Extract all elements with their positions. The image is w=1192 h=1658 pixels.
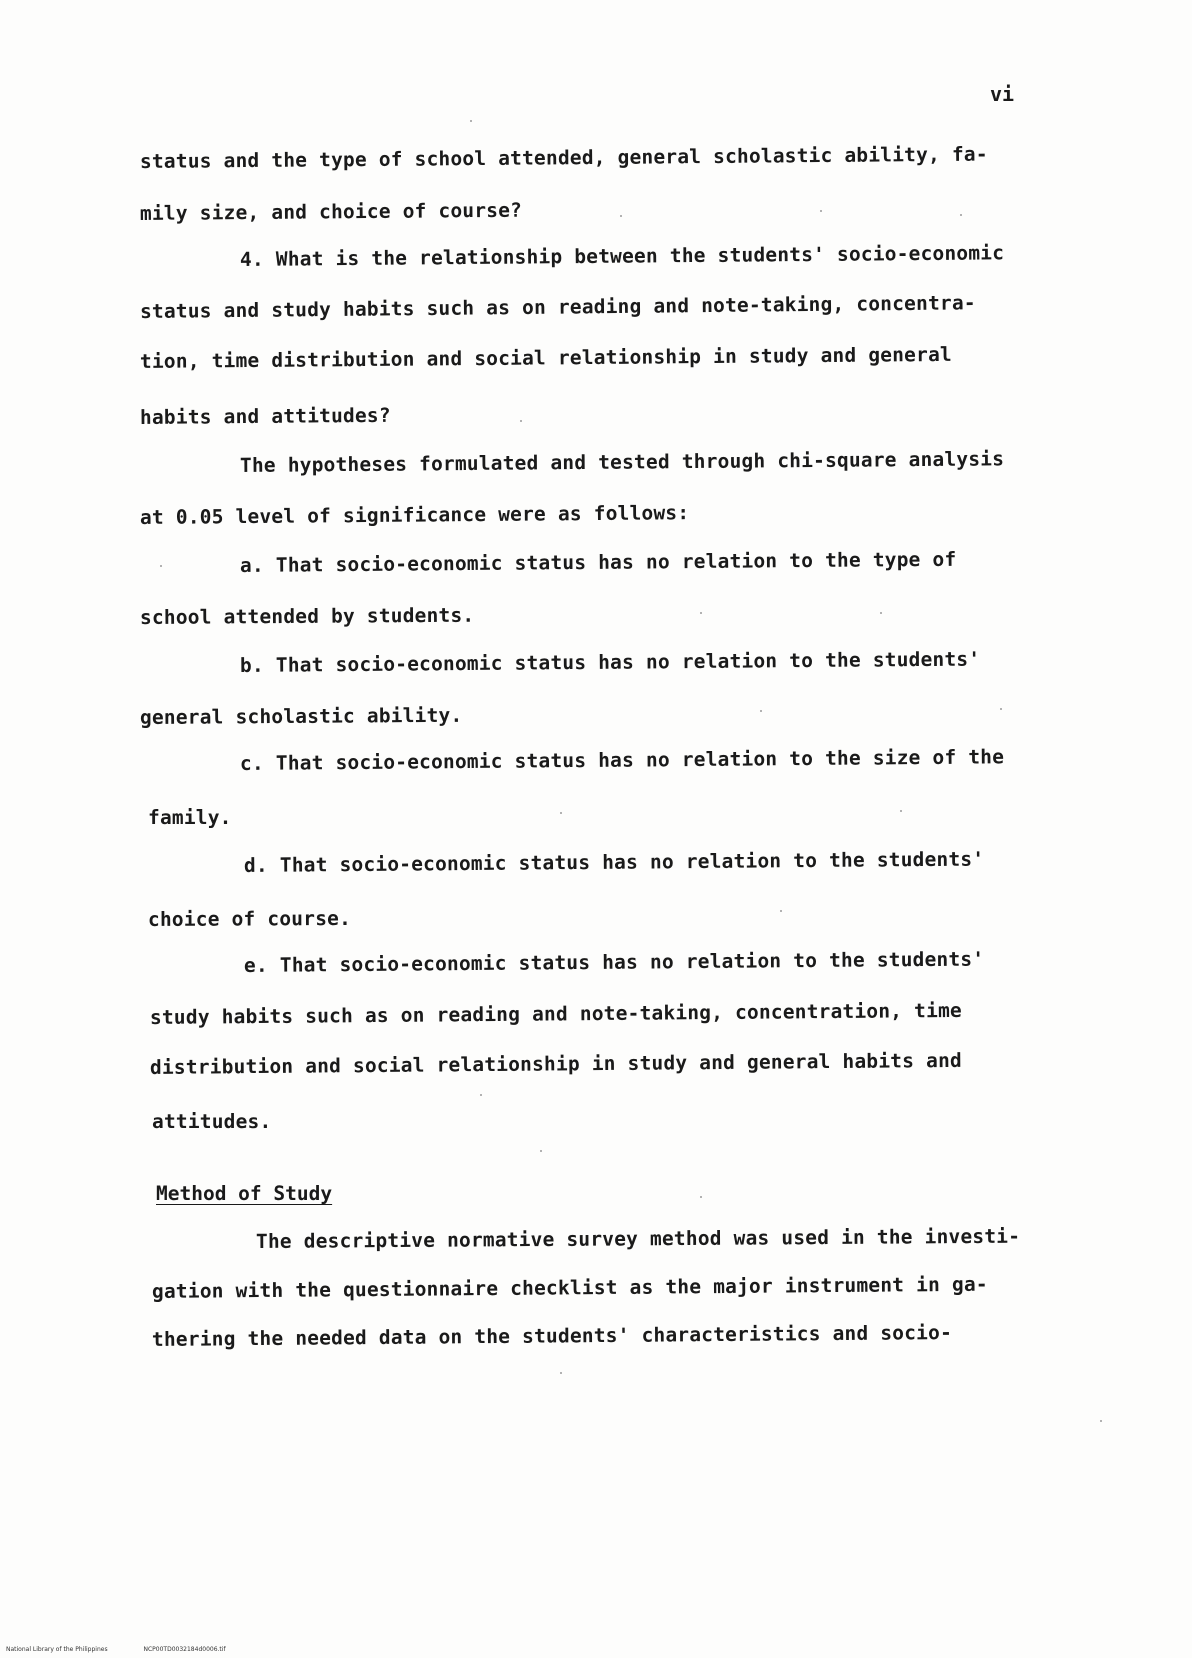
hypothesis-a: a. That socio-economic status has no relation to the type of bbox=[239, 547, 957, 577]
hypothesis-b: b. That socio-economic status has no relation to the students' bbox=[239, 647, 981, 677]
page-number: vi bbox=[990, 82, 1015, 106]
scan-speck bbox=[760, 710, 762, 712]
scan-speck bbox=[560, 812, 562, 814]
body-line: study habits such as on reading and note-taking, concentration, time bbox=[149, 998, 962, 1029]
footer-library: National Library of the Philippines bbox=[6, 1646, 108, 1653]
method-line: gation with the questionnaire checklist as the major instrument in ga- bbox=[151, 1272, 988, 1303]
scan-speck bbox=[620, 215, 622, 217]
scan-speck bbox=[1100, 1420, 1102, 1422]
hypothesis-e: e. That socio-economic status has no relation to the students' bbox=[243, 947, 985, 977]
scan-speck bbox=[520, 420, 522, 422]
body-line: tion, time distribution and social relationship in study and general bbox=[139, 342, 952, 373]
body-line: family. bbox=[148, 806, 232, 829]
scan-speck bbox=[560, 1372, 562, 1374]
body-line: status and study habits such as on reading and note-taking, concentra- bbox=[139, 291, 976, 323]
body-line: attitudes. bbox=[152, 1110, 272, 1133]
body-line: distribution and social relationship in study and general habits and bbox=[149, 1048, 962, 1079]
scan-speck bbox=[880, 612, 882, 614]
scan-speck bbox=[470, 120, 472, 122]
scan-speck bbox=[960, 214, 962, 216]
scan-speck bbox=[540, 1150, 542, 1152]
scan-footer bbox=[6, 1646, 260, 1653]
hypothesis-d: d. That socio-economic status has no relation to the students' bbox=[243, 847, 985, 877]
section-heading: Method of Study bbox=[156, 1182, 333, 1205]
scan-speck bbox=[900, 810, 902, 812]
body-line: school attended by students. bbox=[139, 603, 475, 629]
scan-speck bbox=[160, 565, 162, 567]
body-line: 4. What is the relationship between the students' socio-economic bbox=[239, 241, 1005, 271]
body-line: habits and attitudes? bbox=[139, 403, 391, 429]
method-line: The descriptive normative survey method was used in the investi- bbox=[255, 1224, 1021, 1253]
method-line: thering the needed data on the students' characteristics and socio- bbox=[151, 1321, 953, 1351]
scan-speck bbox=[820, 210, 822, 212]
hypothesis-c: c. That socio-economic status has no relation to the size of the bbox=[239, 745, 1005, 775]
body-line: The hypotheses formulated and tested through chi-square analysis bbox=[239, 447, 1005, 477]
scan-speck bbox=[480, 1094, 482, 1096]
body-line: at 0.05 level of significance were as follows: bbox=[139, 501, 690, 529]
scan-speck bbox=[780, 910, 782, 912]
body-line: mily size, and choice of course? bbox=[139, 198, 523, 225]
scan-speck bbox=[1000, 708, 1002, 710]
footer-file-id: NCP00TD0032184d0006.tif bbox=[143, 1646, 226, 1653]
body-line: general scholastic ability. bbox=[139, 703, 463, 729]
body-line: choice of course. bbox=[147, 906, 352, 931]
scan-speck bbox=[700, 612, 702, 614]
body-line: status and the type of school attended, general scholastic ability, fa- bbox=[139, 142, 988, 173]
scan-speck bbox=[700, 1196, 702, 1198]
